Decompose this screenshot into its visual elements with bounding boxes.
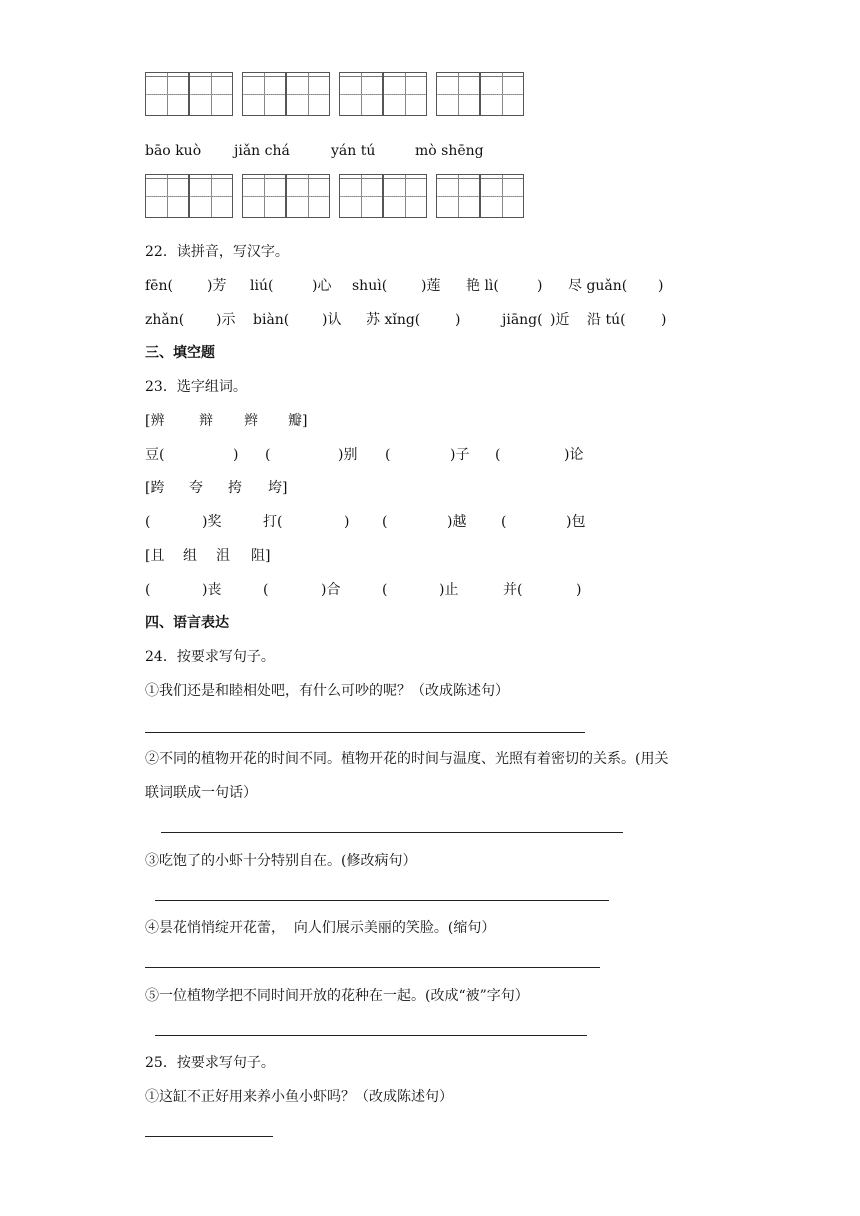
writing-box-pair [145, 72, 233, 118]
option-char: 夸 [189, 480, 203, 496]
writing-box[interactable] [480, 72, 524, 116]
blank-item: ( [263, 582, 269, 598]
option-char: 沮 [216, 548, 230, 564]
option-char: 瓣] [288, 413, 308, 429]
blank-item: ) [576, 582, 582, 598]
writing-box[interactable] [436, 72, 480, 116]
option-char: 组 [183, 548, 197, 564]
q22-item: zhǎn( [145, 312, 185, 328]
answer-line[interactable] [145, 732, 585, 733]
blank-item: )子 [450, 447, 470, 463]
q22-item: 艳 lì( [466, 278, 499, 294]
writing-box-pair [339, 72, 427, 118]
q22-item: shuì( [352, 278, 388, 294]
q22-item: )示 [216, 312, 236, 328]
writing-box-pair [242, 72, 330, 118]
blank-item: ) [344, 514, 350, 530]
writing-box[interactable] [242, 72, 286, 116]
question-22-title: 22．读拼音，写汉字。 [145, 244, 289, 260]
blank-item: )丧 [202, 582, 222, 598]
blank-item: ( [265, 447, 271, 463]
option-char: 垮] [268, 480, 288, 496]
blank-item: )奖 [202, 514, 222, 530]
q22-item: biàn( [253, 312, 290, 328]
q22-item: )莲 [421, 278, 441, 294]
blank-item: )论 [564, 447, 584, 463]
q22-item: ) [658, 278, 664, 294]
blank-item: )越 [447, 514, 467, 530]
option-char: [跨 [145, 480, 165, 496]
blank-item: ( [385, 447, 391, 463]
writing-box[interactable] [145, 174, 189, 218]
writing-box-pair [242, 174, 330, 220]
q22-item: 沿 tú( [587, 312, 626, 328]
writing-box-pair [436, 72, 524, 118]
writing-box[interactable] [383, 174, 427, 218]
writing-box[interactable] [480, 174, 524, 218]
q22-item: 尽 guǎn( [568, 278, 628, 294]
blank-item: )合 [321, 582, 341, 598]
q22-item: )心 [312, 278, 332, 294]
blank-item: )别 [338, 447, 358, 463]
answer-line[interactable] [161, 832, 623, 833]
q24-sentence-4: ④昙花悄悄绽开花蕾， 向人们展示美丽的笑脸。(缩句） [145, 920, 496, 936]
blank-item: ( [495, 447, 501, 463]
blank-item: )包 [566, 514, 586, 530]
blank-item: ( [382, 582, 388, 598]
blank-item: 打( [263, 514, 283, 530]
option-char: 挎 [228, 480, 242, 496]
writing-box[interactable] [339, 72, 383, 116]
pinyin-label: bāo kuò [145, 143, 202, 159]
writing-box[interactable] [189, 72, 233, 116]
q24-sentence-1: ①我们还是和睦相处吧，有什么可吵的呢？（改成陈述句） [145, 683, 509, 699]
q22-item: ) [455, 312, 461, 328]
writing-box[interactable] [286, 174, 330, 218]
blank-item: ( [145, 514, 151, 530]
writing-box[interactable] [189, 174, 233, 218]
pinyin-label: mò shēng [415, 143, 484, 159]
blank-item: 并( [503, 582, 523, 598]
answer-line[interactable] [145, 1136, 273, 1137]
writing-box[interactable] [339, 174, 383, 218]
q22-item: )近 [550, 312, 570, 328]
pinyin-label: jiǎn chá [234, 143, 290, 159]
writing-box[interactable] [145, 72, 189, 116]
blank-item: ( [145, 582, 151, 598]
answer-line[interactable] [155, 900, 609, 901]
blank-item: ( [501, 514, 507, 530]
option-char: 辫 [244, 413, 258, 429]
writing-box[interactable] [436, 174, 480, 218]
q24-sentence-2: ②不同的植物开花的时间不同。植物开花的时间与温度、光照有着密切的关系。(用关 [145, 751, 669, 767]
blank-item: ) [233, 447, 239, 463]
answer-line[interactable] [145, 967, 600, 968]
section-3-heading: 三、填空题 [145, 345, 215, 361]
q22-item: ) [661, 312, 667, 328]
q22-item: )芳 [207, 278, 227, 294]
question-25-title: 25．按要求写句子。 [145, 1055, 275, 1071]
blank-item: ( [382, 514, 388, 530]
writing-box[interactable] [383, 72, 427, 116]
pinyin-label: yán tú [331, 143, 376, 159]
writing-box-pair [145, 174, 233, 220]
q24-sentence-2-cont: 联词联成一句话） [145, 785, 257, 801]
q24-sentence-3: ③吃饱了的小虾十分特别自在。(修改病句） [145, 853, 417, 869]
q24-sentence-5: ⑤一位植物学把不同时间开放的花种在一起。(改成“被”字句） [145, 988, 529, 1004]
section-4-heading: 四、语言表达 [145, 615, 229, 631]
writing-box[interactable] [242, 174, 286, 218]
option-char: 辩 [199, 413, 213, 429]
option-char: [且 [145, 548, 165, 564]
q22-item: ) [537, 278, 543, 294]
q22-item: liú( [250, 278, 274, 294]
option-char: [辨 [145, 413, 165, 429]
question-24-title: 24．按要求写句子。 [145, 649, 275, 665]
question-23-title: 23．选字组词。 [145, 379, 247, 395]
q22-item: jiāng( [502, 312, 543, 328]
q22-item: 苏 xǐng( [366, 312, 421, 328]
blank-item: 豆( [145, 447, 165, 463]
q22-item: fēn( [145, 278, 173, 294]
writing-box[interactable] [286, 72, 330, 116]
blank-item: )止 [439, 582, 459, 598]
answer-line[interactable] [155, 1035, 587, 1036]
writing-box-pair [436, 174, 524, 220]
q22-item: )认 [322, 312, 342, 328]
q25-sentence-1: ①这缸不正好用来养小鱼小虾吗？（改成陈述句） [145, 1089, 453, 1105]
writing-box-pair [339, 174, 427, 220]
option-char: 阻] [251, 548, 271, 564]
